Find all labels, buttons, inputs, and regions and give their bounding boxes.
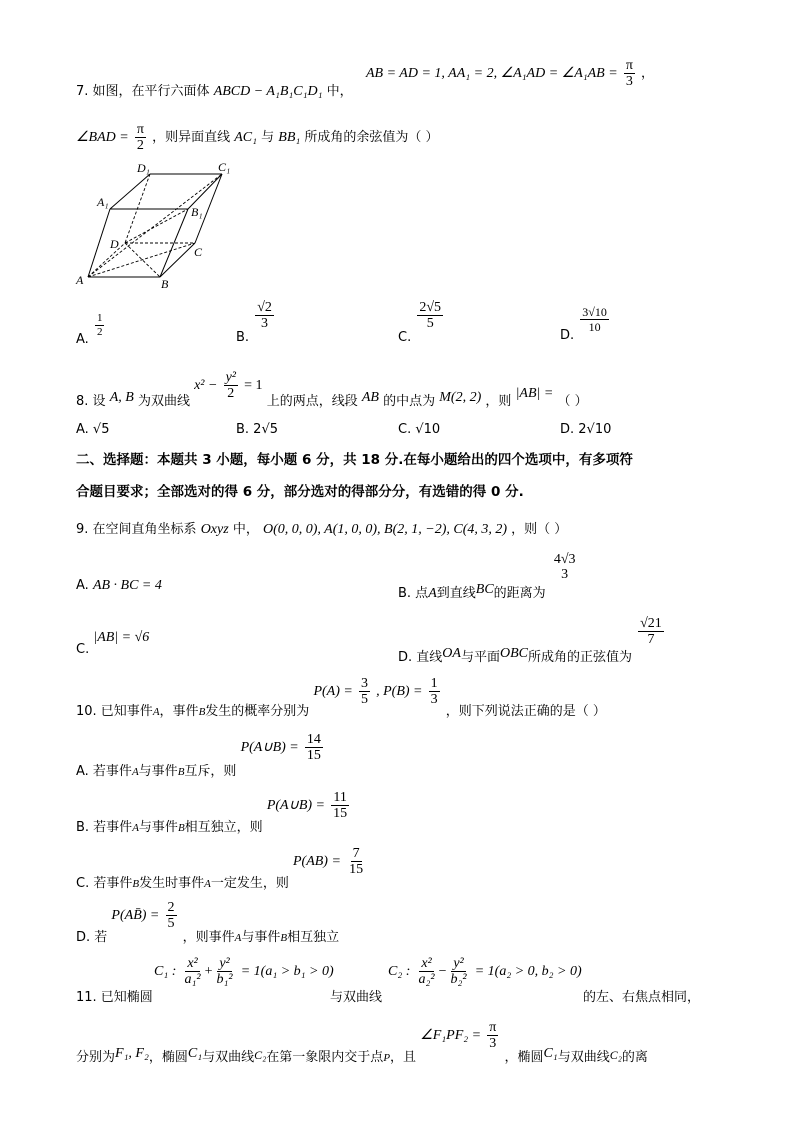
q10-option-d[interactable]: D. 若 P(AB̄) = $\frac{2}{5}$ ，则事件$_A$与事件$_B$相互独立 — [76, 900, 340, 945]
q8-option-d[interactable]: D. 2√10 — [560, 422, 612, 437]
label-d1: D₁ — [137, 161, 150, 175]
q7-line1 — [76, 80, 353, 100]
q11-line2: 分别为F₁, F₂，椭圆C₁与双曲线C₂在第一象限内交于点$_P$，且 ∠F₁PF₂ = $\frac{\pi}{3}$ ，椭圆C₁与双曲线C₂的离 — [76, 1020, 648, 1065]
q8-option-b[interactable]: B. 2√5 — [236, 422, 279, 437]
q7-cond1: AB = AD = 1, AA₁ = 2, ∠A₁AD = ∠A₁AB = — [366, 66, 618, 81]
q11-mid: 与双曲线 — [330, 990, 383, 1005]
q9-option-b[interactable]: B. 点A到直线BC的距离为 4√3 3 — [398, 552, 576, 601]
edge-b1b — [160, 209, 188, 277]
q10-option-a[interactable]: A. 若事件$_A$与事件$_B$互斥，则 P(A∪B) = $\frac{14}{15}$ — [76, 732, 321, 779]
label-a: A — [76, 273, 84, 287]
q7-pi-over-3: $\frac{\pi}{3}$ — [625, 58, 633, 89]
q7-pi-over-2: $\frac{\pi}{2}$ — [136, 122, 144, 153]
q7-angle-lhs: ∠BAD = — [76, 130, 129, 145]
q9-option-d[interactable]: D. 直线OA与平面OBC所成角的正弦值为 $\frac{√21}{7}$ — [398, 616, 662, 665]
q9-option-a[interactable]: A. AB · BC = 4 — [76, 578, 162, 593]
q7-option-a[interactable]: A. $\frac{1}{2}$ — [76, 312, 103, 347]
q9-stem: 9. 在空间直角坐标系 Oxyz 中， O(0, 0, 0), A(1, 0, 0), B(2, 1, −2), C(4, 3, 2) ，则（ ） — [76, 522, 568, 537]
q7-prefix: 7. 如图，在平行六面体 — [76, 84, 210, 99]
q8-option-a[interactable]: A. √5 — [76, 422, 110, 437]
q8-option-c[interactable]: C. √10 — [398, 422, 441, 437]
label-c1: C₁ — [218, 160, 231, 174]
q11-line1-prefix: 11. 已知椭圆 — [76, 990, 153, 1005]
q10-option-b[interactable]: B. 若事件$_A$与事件$_B$相互独立，则 P(A∪B) = $\frac{11}{15}$ — [76, 790, 348, 835]
label-c: C — [194, 245, 203, 259]
q9-option-c[interactable]: C. |AB| = √6 — [76, 630, 150, 657]
label-b: B — [161, 277, 169, 291]
q10-stem: 10. 已知事件$_A$，事件$_B$发生的概率分别为 P(A) = $\frac{3}{5}$ , P(B) = $\frac{1}{3}$ ，则下列说法正确的是（ ） — [76, 676, 606, 719]
q7-solid: ABCD − A₁B₁C₁D₁ — [213, 84, 323, 99]
label-b1: B₁ — [191, 205, 203, 219]
diagonal-db1 — [125, 209, 188, 243]
q7-mid: 中， — [326, 84, 353, 99]
edge-d1a1 — [110, 174, 150, 209]
label-d: D — [110, 237, 119, 251]
section2-line1: 二、选择题：本题共 3 小题，每小题 6 分，共 18 分.在每小题给出的四个选项中，有多项符 — [76, 452, 633, 468]
q7-option-b[interactable]: B. $\frac{√2}{3}$ — [236, 300, 272, 345]
q7-option-c[interactable]: C. $\frac{2√5}{5}$ — [398, 300, 442, 345]
q8-stem: 8. 设 A, B 为双曲线 x² − $\frac{\text{y²}}{2}$ = 1 上的两点，线段 AB 的中点为 M(2, 2) ，则 |AB| = （ ） — [76, 370, 588, 409]
edge-bc — [160, 243, 195, 277]
q11-line1-end: 的左、右焦点相同， — [583, 990, 701, 1005]
q10-option-c[interactable]: C. 若事件$_B$发生时事件$_A$一定发生，则 P(AB) = $\frac{7}{15}$ — [76, 846, 364, 891]
diagonal-ac — [88, 243, 195, 277]
edge-b1c1 — [188, 174, 222, 209]
q7-option-d[interactable]: D. $\frac{3√10}{10}$ — [560, 305, 607, 343]
q11-ellipse-equation: C₁ : $\frac{\text{x²}}{\text{a₁²}}$ + $\frac{\text{y²}}{\text{b₁²}}$ = 1(a₁ > b₁ > 0) — [154, 956, 334, 987]
q7-parallelepiped-figure — [70, 158, 231, 293]
q7-conditions: AB = AD = 1, AA₁ = 2, ∠A₁AD = ∠A₁AB = $\frac{\pi}{3}$ ， — [366, 58, 655, 89]
label-a1: A₁ — [97, 195, 109, 209]
q11-hyperbola-equation: C₂ : $\frac{\text{x²}}{\text{a₂²}}$ − $\frac{\text{y²}}{\text{b₂²}}$ = 1(a₂ > 0, b₂ > 0) — [388, 956, 582, 987]
q7-line2: ∠BAD = $\frac{\pi}{2}$ ，则异面直线 AC₁ 与 BB₁ 所成角的余弦值为（ ） — [76, 122, 439, 153]
section2-line2: 合题目要求；全部选对的得 6 分，部分选对的得部分分，有选错的得 0 分. — [76, 484, 524, 500]
